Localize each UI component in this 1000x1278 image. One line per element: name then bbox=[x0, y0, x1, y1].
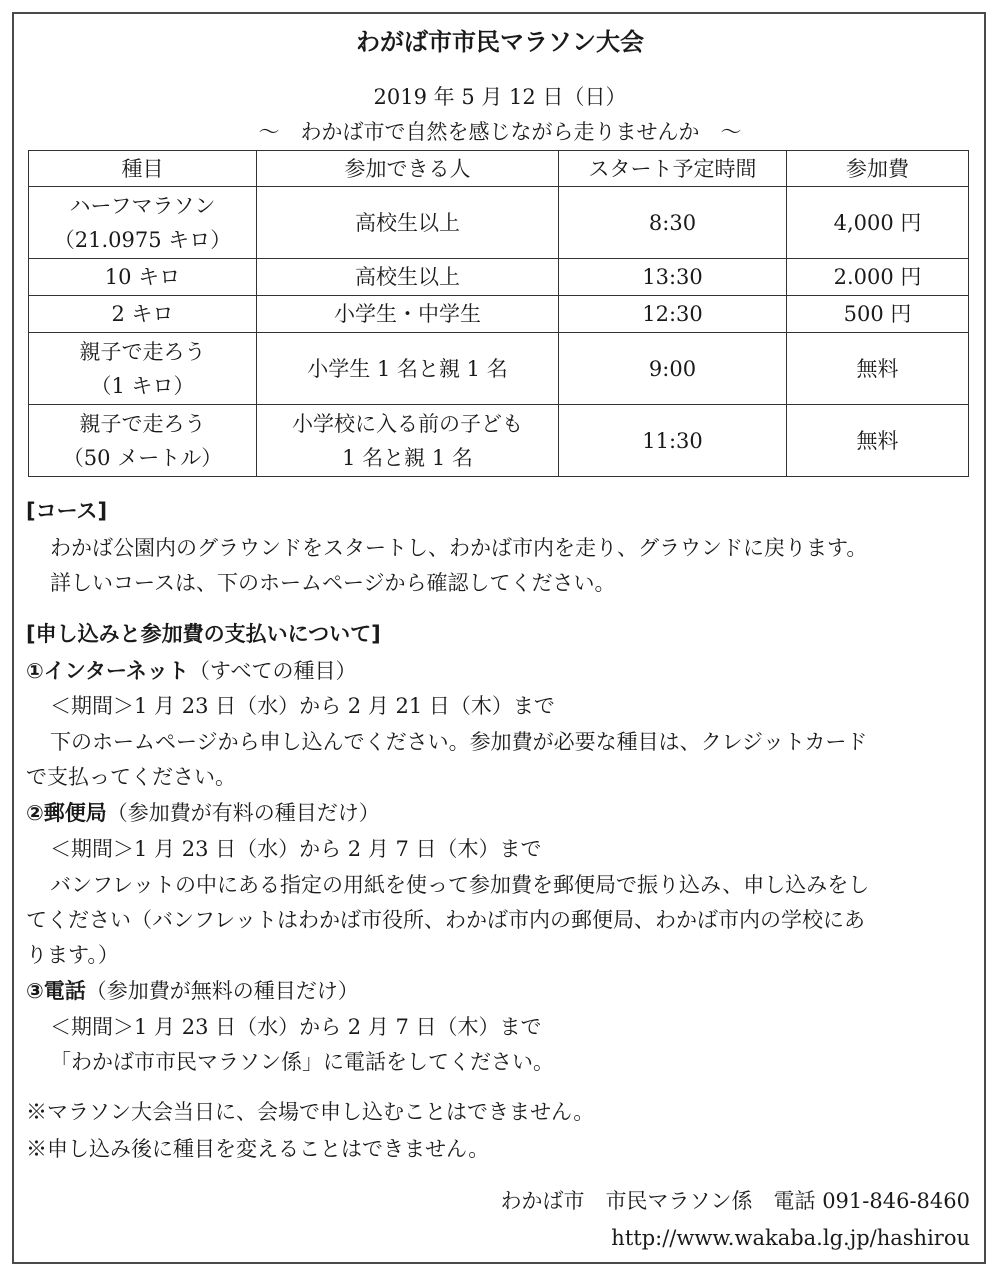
who-cell: 小学生・中学生 bbox=[257, 296, 559, 333]
note-item: ※申し込み後に種目を変えることはできません。 bbox=[26, 1137, 490, 1161]
phone-text: 「わかば市市民マラソン係」に電話をしてください。 bbox=[50, 1050, 554, 1074]
course-line: わかば公園内のグラウンドをスタートし、わかば市内を走り、グラウンドに戻ります。 bbox=[50, 536, 868, 560]
phone-note: （参加費が無料の種目だけ） bbox=[85, 979, 359, 1003]
fee-cell: 500 円 bbox=[787, 296, 969, 333]
header-event: 種目 bbox=[29, 151, 257, 187]
table-row bbox=[29, 333, 969, 405]
post-method bbox=[26, 798, 380, 828]
start-cell: 13:30 bbox=[559, 259, 787, 296]
who-cell: 高校生以上 bbox=[257, 187, 559, 259]
table-header-row bbox=[29, 151, 969, 187]
who-cell: 高校生以上 bbox=[257, 259, 559, 296]
event-date: 2019 年 5 月 12 日（日） bbox=[373, 85, 627, 109]
phone-label: ③電話 bbox=[26, 979, 86, 1003]
fee-cell: 無料 bbox=[787, 405, 969, 477]
table-row bbox=[29, 296, 969, 333]
header-who: 参加できる人 bbox=[257, 151, 559, 187]
internet-note: （すべての種目） bbox=[188, 659, 357, 683]
event-table bbox=[28, 150, 969, 477]
internet-text: で支払ってください。 bbox=[26, 765, 236, 789]
fee-cell: 4,000 円 bbox=[787, 187, 969, 259]
header-start: スタート予定時間 bbox=[559, 151, 787, 187]
start-cell: 8:30 bbox=[559, 187, 787, 259]
table-row bbox=[29, 405, 969, 477]
table-row bbox=[29, 259, 969, 296]
post-label: ②郵便局 bbox=[26, 801, 107, 825]
contact-url[interactable]: http://www.wakaba.lg.jp/hashirou bbox=[611, 1226, 970, 1250]
table-row bbox=[29, 187, 969, 259]
event-cell: 親子で走ろう （50 メートル） bbox=[29, 405, 257, 477]
note-item: ※マラソン大会当日に、会場で申し込むことはできません。 bbox=[26, 1100, 595, 1124]
internet-method bbox=[26, 656, 356, 686]
course-line: 詳しいコースは、下のホームページから確認してください。 bbox=[50, 571, 616, 595]
internet-label: ①インターネット bbox=[26, 659, 189, 683]
post-text: てください（バンフレットはわかば市役所、わかば市内の郵便局、わかば市内の学校にあ bbox=[26, 908, 865, 932]
post-text: バンフレットの中にある指定の用紙を使って参加費を郵便局で振り込み、申し込みをし bbox=[50, 873, 870, 897]
post-note: （参加費が有料の種目だけ） bbox=[106, 801, 380, 825]
start-cell: 11:30 bbox=[559, 405, 787, 477]
course-heading: [コース] bbox=[26, 499, 108, 523]
event-cell: 10 キロ bbox=[29, 259, 257, 296]
phone-period: ＜期間＞1 月 23 日（水）から 2 月 7 日（木）まで bbox=[50, 1015, 542, 1039]
contact-office: わかば市 市民マラソン係 電話 091-846-8460 bbox=[500, 1189, 970, 1213]
fee-cell: 2.000 円 bbox=[787, 259, 969, 296]
who-cell: 小学生 1 名と親 1 名 bbox=[257, 333, 559, 405]
internet-period: ＜期間＞1 月 23 日（水）から 2 月 21 日（木）まで bbox=[50, 694, 555, 718]
fee-cell: 無料 bbox=[787, 333, 969, 405]
post-text: ります。） bbox=[26, 943, 119, 967]
who-cell: 小学校に入る前の子ども 1 名と親 1 名 bbox=[257, 405, 559, 477]
event-cell: 親子で走ろう （1 キロ） bbox=[29, 333, 257, 405]
event-cell: ハーフマラソン （21.0975 キロ） bbox=[29, 187, 257, 259]
start-cell: 9:00 bbox=[559, 333, 787, 405]
phone-method bbox=[26, 976, 359, 1006]
internet-text: 下のホームページから申し込んでください。参加費が必要な種目は、クレジットカード bbox=[50, 730, 868, 754]
post-period: ＜期間＞1 月 23 日（水）から 2 月 7 日（木）まで bbox=[50, 837, 542, 861]
subtitle: ～ わかば市で自然を感じながら走りませんか ～ bbox=[258, 120, 742, 144]
page-title: わがば市市民マラソン大会 bbox=[356, 28, 644, 56]
header-fee: 参加費 bbox=[787, 151, 969, 187]
apply-heading: [申し込みと参加費の支払いについて] bbox=[26, 622, 381, 646]
event-cell: 2 キロ bbox=[29, 296, 257, 333]
start-cell: 12:30 bbox=[559, 296, 787, 333]
